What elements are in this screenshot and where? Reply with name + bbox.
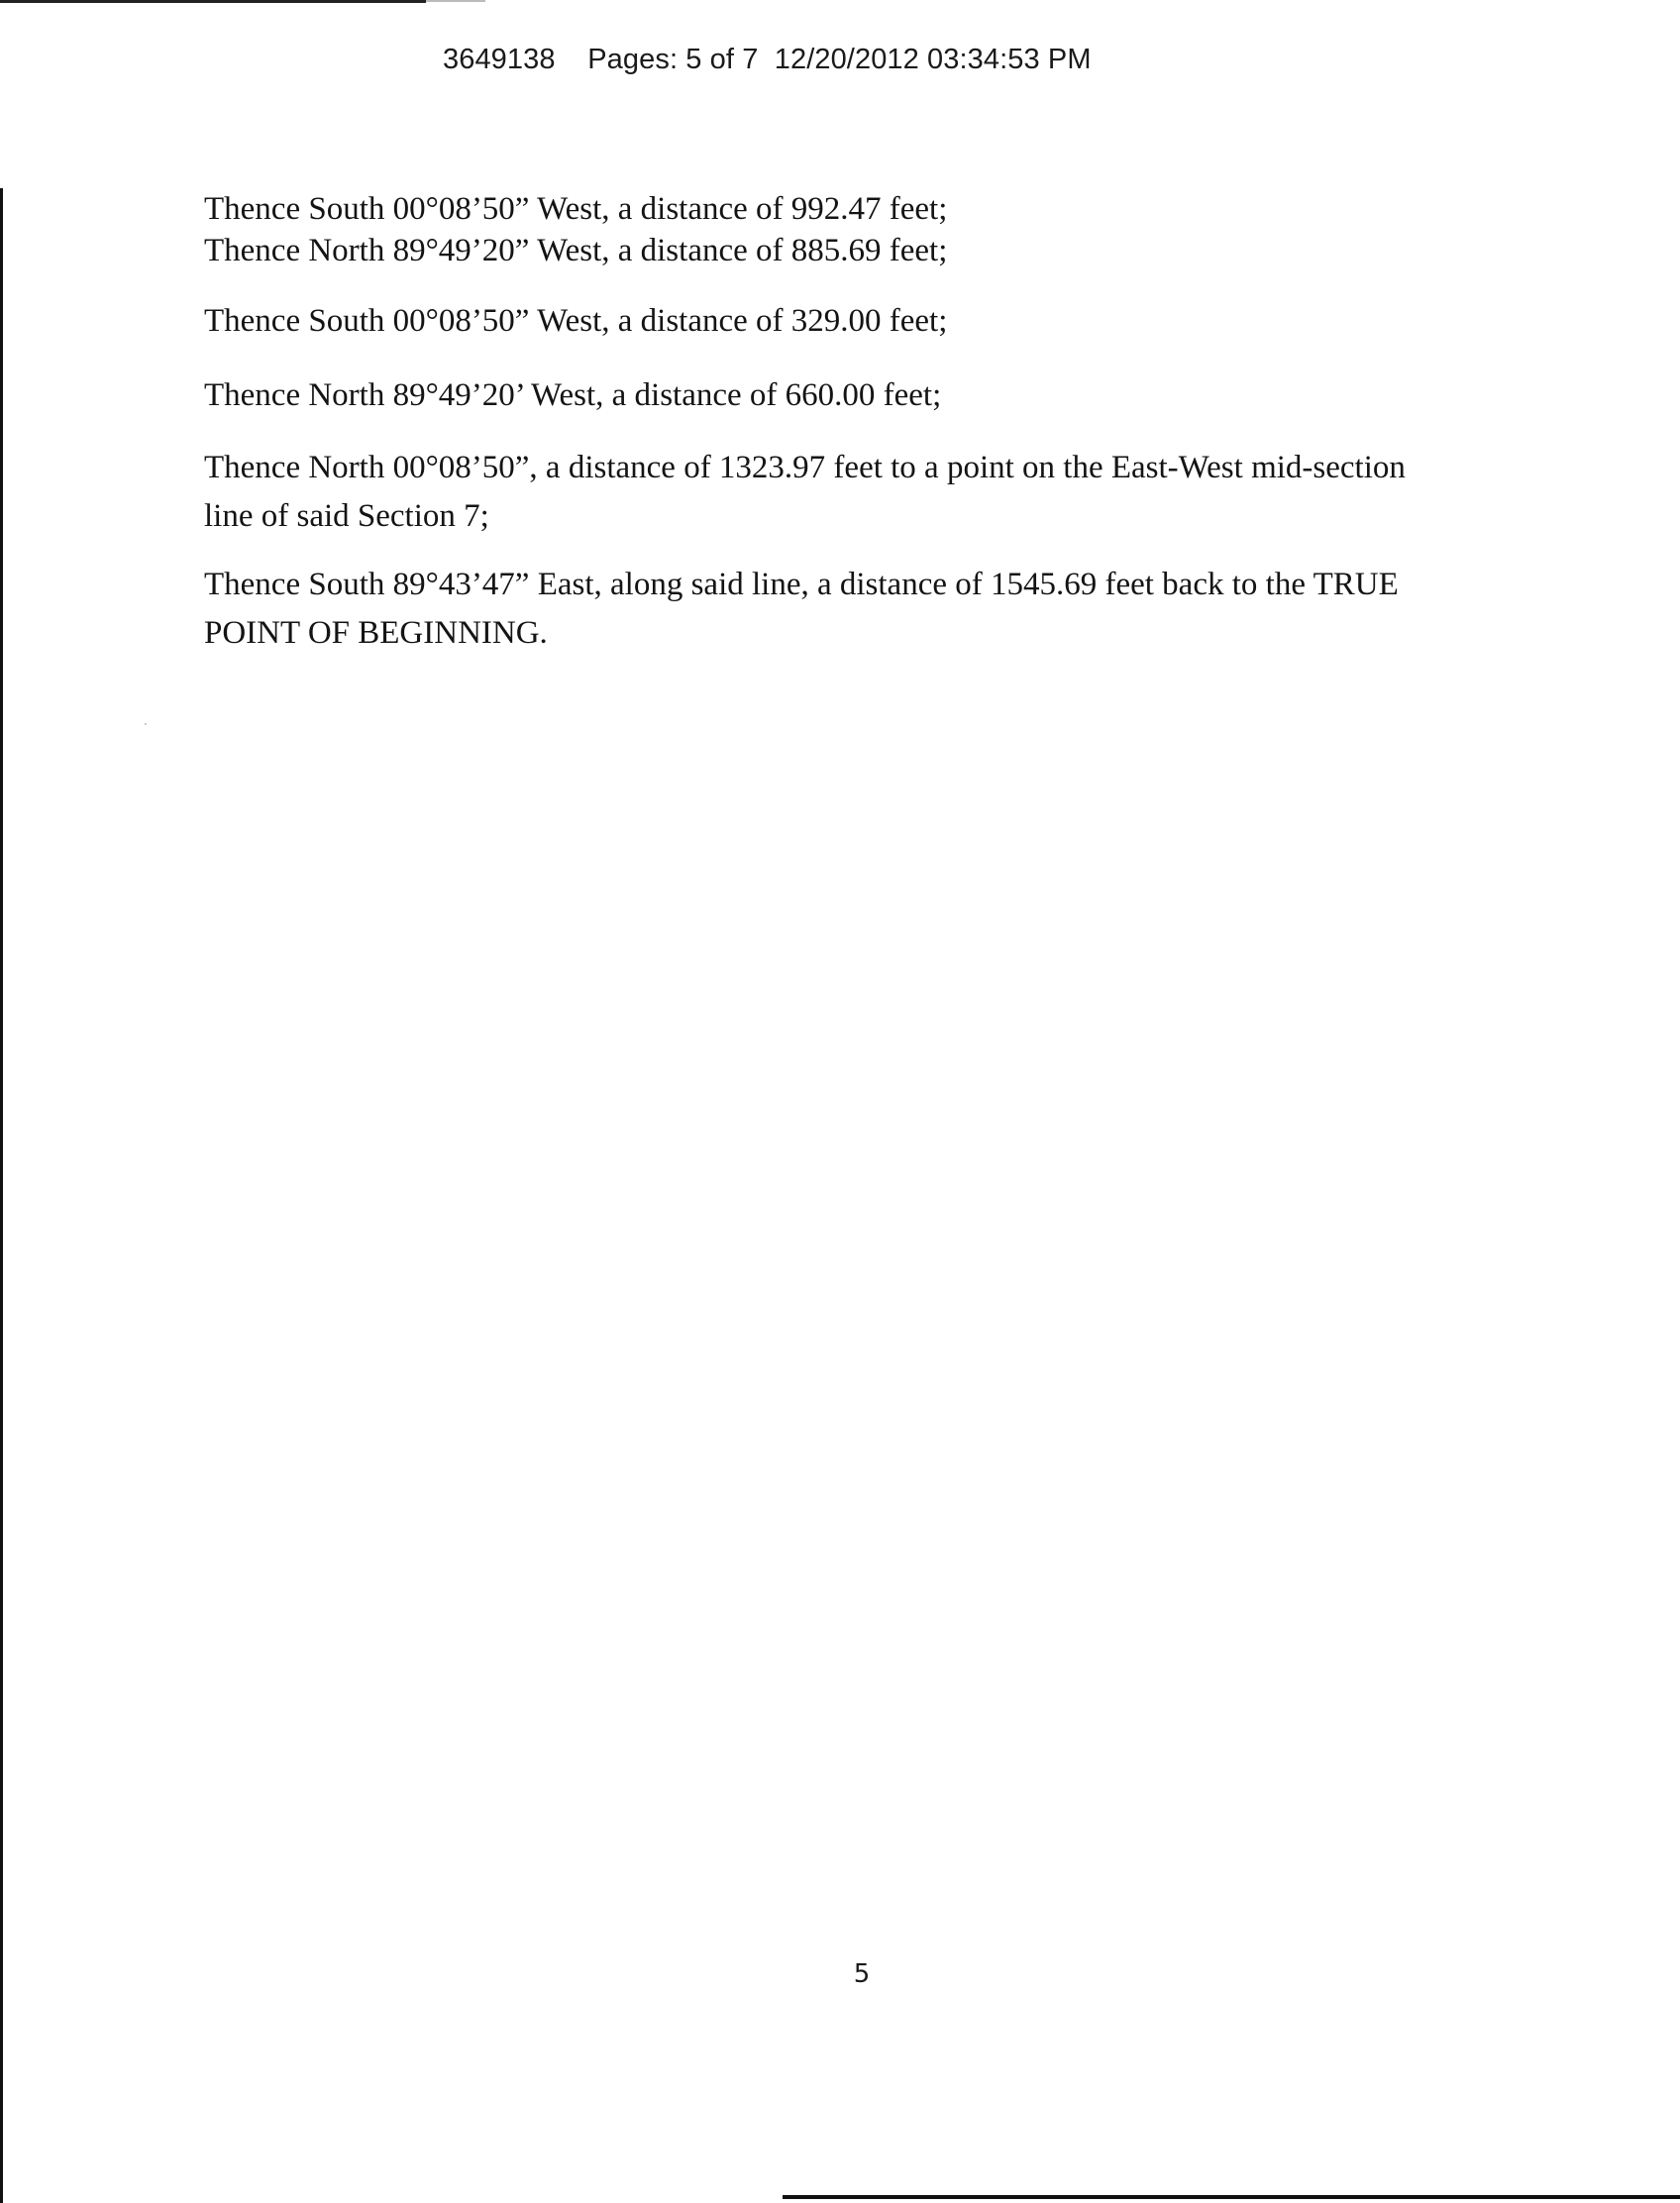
call-line: POINT OF BEGINNING.: [204, 615, 548, 651]
scan-speck: [145, 723, 147, 725]
scan-edge-line: [0, 0, 426, 3]
scan-edge-line: [783, 2195, 1680, 2199]
call-line: Thence North 00°08’50”, a distance of 1323.97 feet to a point on the East-West mid-section: [204, 450, 1406, 485]
call-line: Thence South 00°08’50” West, a distance of 329.00 feet;: [204, 303, 948, 339]
legal-description-paragraph: [204, 562, 1492, 656]
call-line: Thence South 89°43’47” East, along said line, a distance of 1545.69 feet back to the TRUE: [204, 567, 1399, 602]
legal-description-paragraph: [204, 298, 1492, 344]
call-line: Thence North 89°49’20” West, a distance of 885.69 feet;: [204, 233, 948, 268]
call-line: Thence North 89°49’20’ West, a distance of 660.00 feet;: [204, 377, 942, 413]
scan-edge-line: [426, 0, 485, 2]
page-number: 5: [853, 1959, 871, 1989]
legal-description-paragraph: [204, 186, 1492, 273]
legal-description-paragraph: [204, 372, 1492, 418]
scan-edge-line: [0, 188, 3, 2203]
recording-stamp: 3649138 Pages: 5 of 7 12/20/2012 03:34:53 PM: [443, 44, 1092, 75]
call-line: Thence South 00°08’50” West, a distance of 992.47 feet;: [204, 191, 948, 227]
legal-description-paragraph: [204, 445, 1492, 539]
call-line: line of said Section 7;: [204, 498, 489, 534]
